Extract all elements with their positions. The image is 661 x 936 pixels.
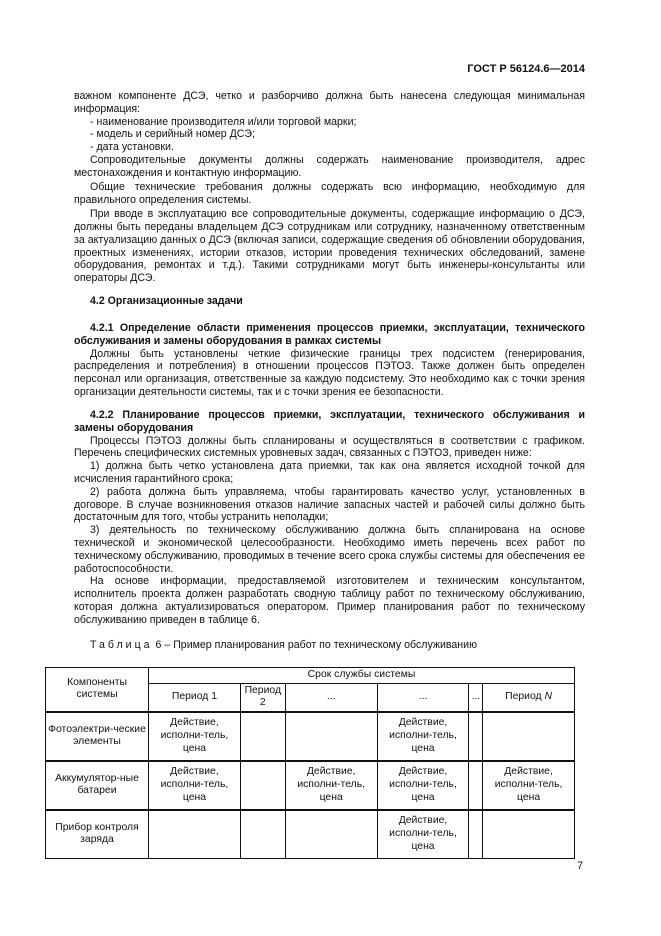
table-caption	[90, 639, 477, 651]
caption-text: – Пример планирования работ по техническому обслуживанию	[164, 639, 478, 651]
list-item: - модель и серийный номер ДСЭ;	[90, 128, 255, 141]
header-period: ...	[285, 683, 377, 712]
table-cell	[483, 712, 575, 761]
paragraph: важном компоненте ДСЭ, четко и разборчиво должна быть нанесена следующая минимальная информация:	[74, 90, 585, 115]
header-components: Компоненты системы	[46, 668, 149, 712]
header-period: Период 1	[149, 683, 241, 712]
table-cell	[285, 810, 377, 859]
row-label: Фотоэлектри-ческие элементы	[46, 712, 149, 761]
list-item: 1) должна быть четко установлена дата приемки, так как она является исходной точкой для исчисления гарантийного срока;	[74, 460, 585, 485]
header-period: ...	[377, 683, 469, 712]
table-cell: Действие, исполни-тель, цена	[377, 810, 469, 859]
header-period: Период 2	[240, 683, 285, 712]
table-cell: Действие, исполни-тель, цена	[377, 761, 469, 810]
paragraph: Сопроводительные документы должны содержать наименование производителя, адрес местонахождения и контактную информацию.	[74, 153, 585, 179]
list-item: 3) деятельность по техническому обслуживанию должна быть спланирована на основе технической и экономической целесообразности. Необходимо иметь перечень всех работ по техническому обслуживанию, проводимых в течение всего срока службы системы для обеспечения ее работоспособности.	[74, 524, 585, 575]
table-cell: Действие, исполни-тель, цена	[377, 712, 469, 761]
header-period: Период N	[483, 683, 575, 712]
intro-block	[74, 90, 585, 285]
document-id: ГОСТ Р 56124.6—2014	[467, 63, 585, 75]
row-label: Прибор контроля заряда	[46, 810, 149, 859]
list-item: - наименование производителя и/или торговой марки;	[90, 115, 357, 128]
section-heading-4-2-2: 4.2.2 Планирование процессов приемки, эксплуатации, технического обслуживания и замены оборудования	[74, 409, 585, 434]
caption-number: 6	[155, 639, 162, 651]
paragraph: На основе информации, предоставляемой изготовителем и техническим консультантом, исполнитель проекта должен разработать сводную таблицу работ по техническому обслуживанию, которая должна актуализироваться оператором. Пример планирования работ по техническому обслуживанию приведен в таблице 6.	[74, 575, 585, 626]
paragraph: Должны быть установлены четкие физические границы трех подсистем (генерирования, распределения и потребления) в отношении процессов ПЭТОЗ. Также должен быть определен персонал или организация, ответственные за каждую подсистему. Это необходимо как с точки зрения организации деятельности системы, так и с точки зрения ее безопасности.	[74, 347, 585, 398]
table-row	[46, 761, 575, 810]
table-cell	[285, 712, 377, 761]
section-heading-4-2: 4.2 Организационные задачи	[90, 295, 243, 307]
header-lifetime: Срок службы системы	[149, 668, 575, 684]
table-cell	[469, 712, 483, 761]
table-cell: Действие, исполни-тель, цена	[483, 761, 575, 810]
table-cell	[240, 712, 285, 761]
list-item: - дата установки.	[90, 141, 174, 154]
paragraph: Процессы ПЭТОЗ должны быть спланированы и осуществляться в соответствии с графиком. Перечень специфических системных уровневых задач, связанных с ПЭТОЗ, приведен ниже:	[74, 434, 585, 460]
table-cell	[469, 761, 483, 810]
table-cell	[240, 810, 285, 859]
paragraph: При вводе в эксплуатацию все сопроводительные документы, содержащие информацию о ДСЭ, должны быть переданы владельцем ДСЭ сотрудникам или сотруднику, назначенному ответственным за актуализацию данных о ДСЭ (включая записи, содержащие сведения об обновлении оборудования, проектных изменениях, истории отказов, истории проведения технических обследований, замене оборудования, ремонтах и т.д.). Такими сотрудниками могут быть инженеры-консультанты или операторы ДСЭ.	[74, 208, 585, 285]
header-period: ...	[469, 683, 483, 712]
caption-label: Таблица	[90, 639, 153, 651]
table-cell	[149, 810, 241, 859]
table-cell	[240, 761, 285, 810]
maintenance-table	[45, 667, 575, 859]
list-item: 2) работа должна быть управляема, чтобы гарантировать качество услуг, установленных в договоре. В случае возникновения отказов наличие запасных частей и рабочей силы должно быть достаточным для того, чтобы устранить неполадки;	[74, 485, 585, 524]
table-row	[46, 810, 575, 859]
table-row	[46, 712, 575, 761]
section-heading-4-2-1: 4.2.1 Определение области применения процессов приемки, эксплуатации, технического обслуживания и замены оборудования в рамках системы	[74, 322, 585, 347]
table-cell: Действие, исполни-тель, цена	[285, 761, 377, 810]
table-cell: Действие, исполни-тель, цена	[149, 761, 241, 810]
row-label: Аккумулятор-ные батареи	[46, 761, 149, 810]
table-cell	[469, 810, 483, 859]
page-number: 7	[577, 860, 584, 872]
table-cell	[483, 810, 575, 859]
table-cell: Действие, исполни-тель, цена	[149, 712, 241, 761]
paragraph: Общие технические требования должны содержать всю информацию, необходимую для правильного определения системы.	[74, 181, 585, 206]
